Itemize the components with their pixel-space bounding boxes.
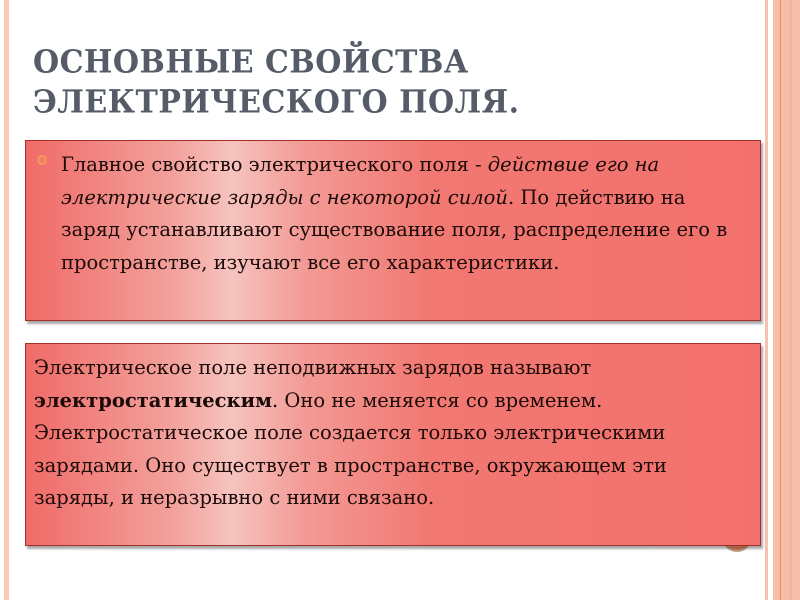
electrostatic-bold-term: электростатическим	[34, 388, 273, 412]
electrostatic-text-1: Электрическое поле неподвижных зарядов называют	[34, 356, 592, 379]
slide-frame-left	[4, 0, 9, 600]
main-property-paragraph	[61, 149, 750, 279]
main-property-italic-text: действие его на электрические заряды с некоторой силой	[61, 153, 660, 209]
main-property-text-1: Главное свойство электрического поля -	[61, 153, 488, 176]
main-property-text-2: . По действию на заряд устанавливают существование поля, распределение его в пространстве, изучают все его характеристики.	[61, 185, 728, 274]
slide-title-line-1: ОСНОВНЫЕ СВОЙСТВА	[33, 44, 469, 81]
slide-frame-right-thin	[765, 0, 768, 600]
electrostatic-text-2: . Оно не меняется со временем. Электростатическое поле создается только электрическими зарядами. Оно существует в пространстве, окружающем эти заряды, и неразрывно с ними связано.	[34, 388, 667, 509]
electrostatic-paragraph	[34, 352, 750, 515]
main-property-textbox	[25, 140, 761, 321]
slide-frame-right-line	[780, 0, 781, 600]
slide-frame-right-line2	[790, 0, 792, 600]
slide-frame-right-band	[773, 0, 800, 600]
circle-bullet-icon	[37, 155, 47, 165]
slide-title	[33, 43, 733, 123]
slide-title-line-2: ЭЛЕКТРИЧЕСКОГО ПОЛЯ.	[33, 84, 520, 121]
electrostatic-field-textbox	[25, 343, 761, 546]
